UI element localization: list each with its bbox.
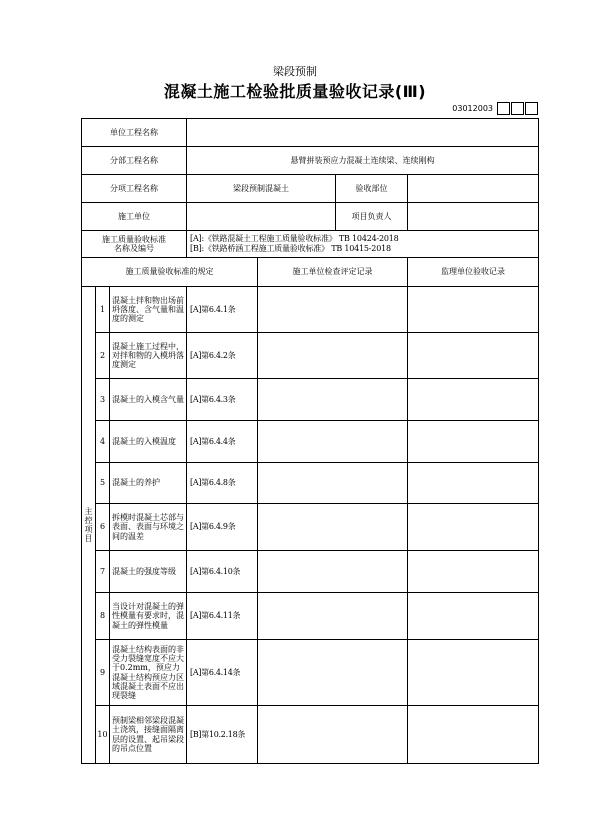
item-clause: [A]第6.4.9条 [187, 504, 258, 551]
item-clause: [B]第10.2.18条 [187, 706, 258, 764]
standard-value [187, 231, 539, 258]
item-number: 8 [96, 593, 110, 640]
supervisor-record-cell[interactable] [408, 640, 539, 706]
item-clause: [A]第6.4.11条 [187, 593, 258, 640]
code-box-3[interactable] [525, 102, 538, 115]
table-row [82, 504, 539, 551]
spec-column-header: 施工质量验收标准的规定 [82, 258, 258, 287]
supervisor-record-cell[interactable] [408, 593, 539, 640]
supervisor-record-cell[interactable] [408, 333, 539, 379]
item-number: 7 [96, 551, 110, 593]
item-number: 4 [96, 421, 110, 463]
standard-label-line-2: 名称及编号 [114, 244, 155, 253]
table-row [82, 551, 539, 593]
contractor-column-header: 施工单位检查评定记录 [258, 258, 408, 287]
item-description: 预制梁相邻梁段混凝土浇筑，接缝面隔离层的设置、起吊梁段的吊点位置 [110, 706, 187, 764]
supervisor-record-cell[interactable] [408, 504, 539, 551]
standard-label [82, 231, 187, 258]
code-box-2[interactable] [511, 102, 524, 115]
contractor-record-cell[interactable] [258, 421, 408, 463]
item-number: 1 [96, 287, 110, 333]
standard-label-line-1: 施工质量验收标准 [102, 234, 167, 244]
table-row [82, 421, 539, 463]
contractor-record-cell[interactable] [258, 504, 408, 551]
contractor-record-cell[interactable] [258, 379, 408, 421]
unit-project-label: 单位工程名称 [82, 119, 187, 147]
project-leader-label: 项目负责人 [336, 203, 408, 231]
standard-b: [B]:《铁路桥涵工程施工质量验收标准》 TB 10415-2018 [190, 244, 391, 253]
table-row [82, 333, 539, 379]
item-clause: [A]第6.4.4条 [187, 421, 258, 463]
table-row [82, 463, 539, 504]
item-number: 2 [96, 333, 110, 379]
item-number: 5 [96, 463, 110, 504]
section-label: 主控项目 [82, 287, 96, 764]
project-leader-value[interactable] [408, 203, 539, 231]
item-description: 混凝土施工过程中，对拌和物的入模坍落度测定 [110, 333, 187, 379]
unit-project-value[interactable] [187, 119, 539, 147]
item-number: 3 [96, 379, 110, 421]
item-number: 10 [96, 706, 110, 764]
item-description: 混凝土的养护 [110, 463, 187, 504]
division-value[interactable]: 悬臂拼装预应力混凝土连续梁、连续刚构 [187, 147, 539, 175]
item-clause: [A]第6.4.10条 [187, 551, 258, 593]
subtitle: 梁段预制 [273, 65, 317, 78]
table-row [82, 287, 539, 333]
acceptance-part-value[interactable] [408, 175, 539, 203]
supervisor-record-cell[interactable] [408, 551, 539, 593]
item-description: 混凝土的入模含气量 [110, 379, 187, 421]
subdivision-label: 分项工程名称 [82, 175, 187, 203]
supervisor-record-cell[interactable] [408, 287, 539, 333]
code-box-1[interactable] [497, 102, 510, 115]
contractor-record-cell[interactable] [258, 593, 408, 640]
supervisor-column-header: 监理单位验收记录 [408, 258, 539, 287]
item-description: 混凝土的入模温度 [110, 421, 187, 463]
division-label: 分部工程名称 [82, 147, 187, 175]
item-clause: [A]第6.4.2条 [187, 333, 258, 379]
contractor-record-cell[interactable] [258, 706, 408, 764]
standard-a: [A]:《铁路混凝土工程施工质量验收标准》 TB 10424-2018 [190, 234, 399, 244]
supervisor-record-cell[interactable] [408, 463, 539, 504]
item-clause: [A]第6.4.1条 [187, 287, 258, 333]
table-row [82, 593, 539, 640]
contractor-record-cell[interactable] [258, 640, 408, 706]
inspection-table [81, 118, 539, 764]
subdivision-value[interactable]: 梁段预制混凝土 [187, 175, 336, 203]
acceptance-part-label: 验收部位 [336, 175, 408, 203]
item-description: 混凝土拌和物出场前坍落度、含气量和温度的测定 [110, 287, 187, 333]
construction-unit-value[interactable] [187, 203, 336, 231]
item-clause: [A]第6.4.8条 [187, 463, 258, 504]
page-title: 混凝土施工检验批质量验收记录(Ⅲ) [163, 82, 427, 101]
supervisor-record-cell[interactable] [408, 379, 539, 421]
table-row [82, 640, 539, 706]
construction-unit-label: 施工单位 [82, 203, 187, 231]
item-clause: [A]第6.4.14条 [187, 640, 258, 706]
contractor-record-cell[interactable] [258, 463, 408, 504]
form-code [452, 101, 538, 116]
form-code-text: 03012003 [452, 104, 493, 113]
supervisor-record-cell[interactable] [408, 706, 539, 764]
table-row [82, 379, 539, 421]
item-number: 6 [96, 504, 110, 551]
table-row [82, 706, 539, 764]
contractor-record-cell[interactable] [258, 551, 408, 593]
item-clause: [A]第6.4.3条 [187, 379, 258, 421]
item-number: 9 [96, 640, 110, 706]
item-description: 混凝土的强度等级 [110, 551, 187, 593]
contractor-record-cell[interactable] [258, 333, 408, 379]
item-description: 混凝土结构表面的非受力裂缝宽度不应大于0.2mm，预应力混凝土结构预应力区域混凝土表面不应出现裂缝 [110, 640, 187, 706]
item-description: 拆模时混凝土芯部与表面、表面与环境之间的温差 [110, 504, 187, 551]
contractor-record-cell[interactable] [258, 287, 408, 333]
supervisor-record-cell[interactable] [408, 421, 539, 463]
item-description: 当设计对混凝土的弹性模量有要求时，混凝土的弹性模量 [110, 593, 187, 640]
